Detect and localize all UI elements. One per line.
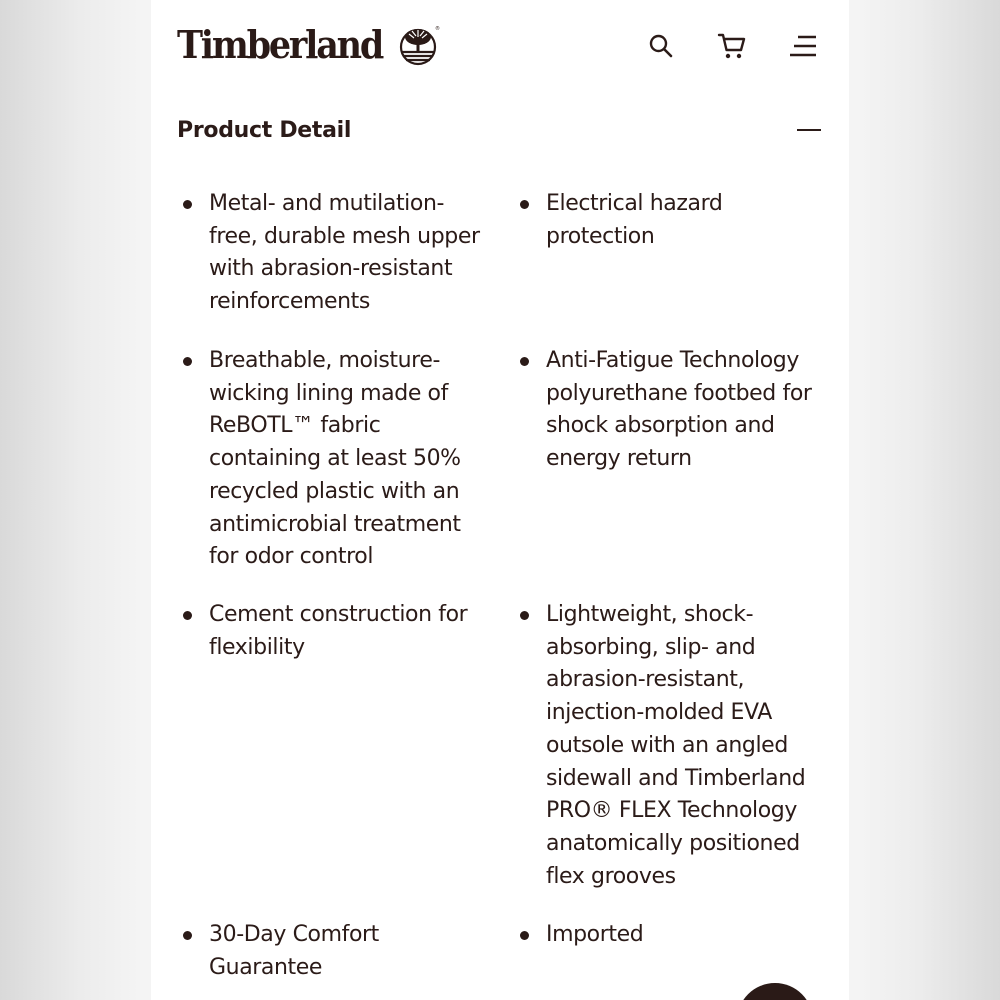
- bullet-icon: [183, 200, 192, 209]
- detail-text: Metal- and mutilation- free, durable mesh upper with abrasion-resistant reinforcements: [209, 191, 480, 315]
- detail-text: Electrical hazard protection: [546, 191, 723, 249]
- detail-text: Cement construction for flexibility: [209, 602, 468, 660]
- detail-item: [209, 919, 499, 984]
- bullet-icon: [183, 357, 192, 366]
- detail-item: [546, 919, 841, 952]
- detail-item: [546, 345, 841, 476]
- site-header: [151, 0, 849, 90]
- product-detail-header[interactable]: [177, 110, 823, 150]
- minus-icon: [797, 129, 821, 132]
- detail-item: [209, 188, 499, 319]
- bullet-icon: [183, 611, 192, 620]
- detail-item: [546, 599, 841, 893]
- brand-wordmark: Timberland: [177, 22, 383, 67]
- phone-screen: [151, 0, 849, 1000]
- detail-item: [209, 345, 499, 574]
- detail-text: Imported: [546, 922, 644, 947]
- floating-action-button[interactable]: [737, 983, 813, 1000]
- bullet-icon: [183, 931, 192, 940]
- cart-icon: [717, 31, 747, 61]
- svg-text:®: ®: [434, 26, 440, 32]
- detail-text: Lightweight, shock- absorbing, slip- and abrasion-resistant, injection-molded EVA outsole with an angled sidewall and Timberland PRO® FLEX Technology anatomically positioned flex grooves: [546, 602, 806, 889]
- detail-text: 30-Day Comfort Guarantee: [209, 922, 379, 980]
- bullet-icon: [520, 200, 529, 209]
- menu-icon: [788, 33, 818, 59]
- brand-logo[interactable]: [177, 22, 440, 68]
- detail-text: Breathable, moisture- wicking lining made of ReBOTL™ fabric containing at least 50% recycled plastic with an antimicrobial treatment for odor control: [209, 348, 461, 570]
- cart-button[interactable]: [716, 30, 748, 62]
- section-title: Product Detail: [177, 117, 352, 143]
- detail-item: [546, 188, 841, 253]
- bullet-icon: [520, 611, 529, 620]
- search-button[interactable]: [645, 30, 677, 62]
- detail-text: Anti-Fatigue Technology polyurethane footbed for shock absorption and energy return: [546, 348, 812, 472]
- menu-button[interactable]: [787, 30, 819, 62]
- tree-logo-icon: [396, 23, 440, 67]
- detail-item: [209, 599, 499, 664]
- bullet-icon: [520, 931, 529, 940]
- search-icon: [648, 33, 674, 59]
- bullet-icon: [520, 357, 529, 366]
- collapse-button[interactable]: [795, 116, 823, 144]
